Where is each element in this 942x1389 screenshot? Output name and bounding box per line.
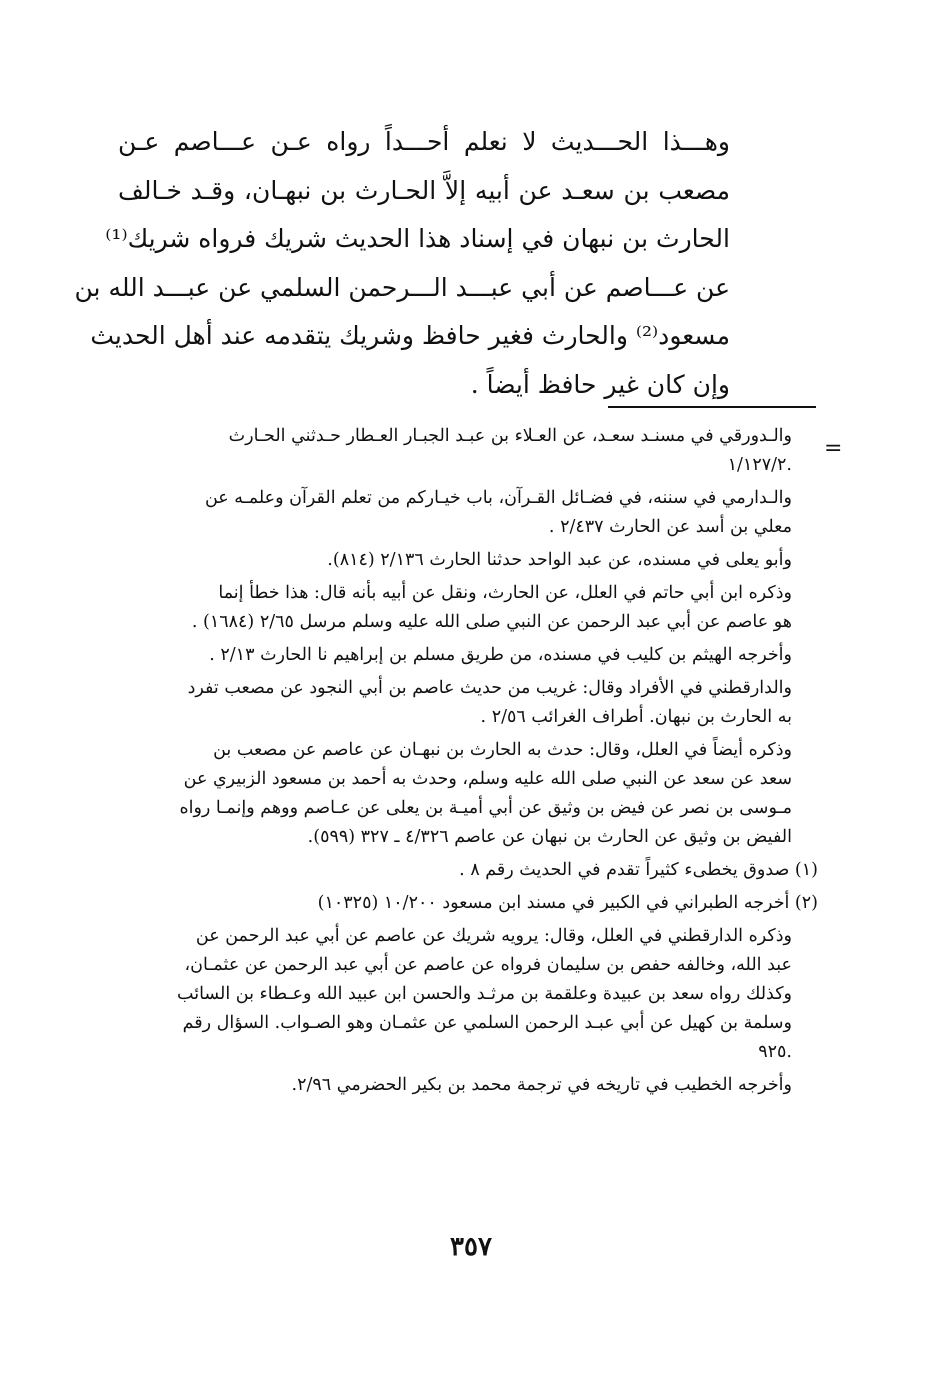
footnote-paragraph <box>118 674 818 732</box>
footnotes <box>118 422 818 1104</box>
footnote-line: به الحارث بن نبهان. أطراف الغرائب ٢/٥٦ . <box>480 707 792 727</box>
footnote-line: والدارقطني في الأفراد وقال: غريب من حديث عاصم بن أبي النجود عن مصعب تفرد <box>187 678 792 698</box>
main-line: وإن كان غير حافظ أيضاً . <box>470 369 730 399</box>
footnote-line: هو عاصم عن أبي عبد الرحمن عن النبي صلى الله عليه وسلم مرسل ٢/٦٥ (١٦٨٤) . <box>191 612 792 632</box>
footnote-line: (٢) أخرجه الطبراني في الكبير في مسند ابن مسعود ١٠/٢٠٠ (١٠٣٢٥) <box>317 893 818 913</box>
footnote-line: وأخرجه الهيثم بن كليب في مسنده، من طريق مسلم بن إبراهيم نا الحارث ٢/١٣ . <box>209 645 792 665</box>
footnote-line: وذكره أيضاً في العلل، وقال: حدث به الحارث بن نبهـان عن عاصم عن مصعب بن <box>213 740 792 760</box>
footnote-paragraph <box>118 484 818 542</box>
main-paragraph <box>74 118 730 409</box>
footnote-line: وسلمة بن كهيل عن أبي عبـد الرحمن السلمي عن عثمـان وهو الصـواب. السؤال رقم <box>182 1013 792 1033</box>
footnote-paragraph <box>118 579 818 637</box>
footnote-2 <box>118 889 818 918</box>
footnote-line: الفيض بن وثيق عن الحارث بن نبهان عن عاصم ٤/٣٢٦ ـ ٣٢٧ (٥٩٩). <box>307 827 792 847</box>
footnote-line: .١/١٢٧/٢ <box>727 455 792 475</box>
footnote-1 <box>118 856 818 885</box>
footnote-separator <box>608 406 816 408</box>
main-line: وهـــذا الحـــديث لا نعلم أحـــداً رواه عـن عـــاصم عـن <box>118 127 730 156</box>
main-line: مسعود⁽²⁾ والحارث فغير حافظ وشريك يتقدمه عند أهل الحديث <box>90 321 730 350</box>
footnote-line: وذكره الدارقطني في العلل، وقال: يرويه شريك عن عاصم عن أبي عبد الرحمن عن <box>195 926 792 946</box>
footnote-paragraph <box>118 546 818 575</box>
footnote-line: وكذلك رواه سعد بن عبيدة وعلقمة بن مرثـد والحسن ابن عبيد الله وعـطاء بن السائب <box>177 984 792 1004</box>
footnote-line: عبد الله، وخالفه حفص بن سليمان فرواه عن عاصم عن أبي عبد الرحمن عن عثمـان، <box>184 955 792 975</box>
footnote-paragraph <box>118 922 818 1067</box>
footnote-paragraph <box>118 1071 818 1100</box>
footnote-line: .٩٢٥ <box>758 1042 792 1062</box>
continuation-mark: = <box>824 436 843 461</box>
footnote-line: مـوسى بن نصر عن فيض بن وثيق عن أبي أميـة بن يعلى عن عـاصم ووهم وإنمـا رواه <box>179 798 792 818</box>
main-line: الحارث بن نبهان في إسناد هذا الحديث شريك فرواه شريك⁽¹⁾ <box>105 224 730 253</box>
footnote-line: والـدارمي في سننه، في فضـائل القـرآن، باب خيـاركم من تعلم القرآن وعلمـه عن <box>204 488 792 508</box>
footnote-paragraph <box>118 422 818 480</box>
footnote-line: معلي بن أسد عن الحارث ٢/٤٣٧ . <box>548 517 792 537</box>
footnote-line: (١) صدوق يخطىء كثيراً تقدم في الحديث رقم ٨ . <box>459 860 818 880</box>
footnote-line: والـدورقي في مسنـد سعـد، عن العـلاء بن عبـد الجبـار العـطار حـدثني الحـارث <box>228 426 792 446</box>
footnote-line: وذكره ابن أبي حاتم في العلل، عن الحارث، ونقل عن أبيه بأنه قال: هذا خطأ إنما <box>218 583 792 603</box>
footnote-line: سعد عن سعد عن النبي صلى الله عليه وسلم، وحدث به أحمد بن مسعود الزبيري عن <box>183 769 792 789</box>
main-text <box>74 118 730 409</box>
footnote-line: وأخرجه الخطيب في تاريخه في ترجمة محمد بن بكير الحضرمي ٢/٩٦. <box>291 1075 792 1095</box>
footnote-paragraph <box>118 641 818 670</box>
main-line: مصعب بن سعـد عن أبيه إلاَّ الحـارث بن نبهـان، وقـد خـالف <box>118 175 730 205</box>
footnote-line: وأبو يعلى في مسنده، عن عبد الواحد حدثنا الحارث ٢/١٣٦ (٨١٤). <box>327 550 792 570</box>
main-line: عن عـــاصم عن أبي عبـــد الـــرحمن السلمي عن عبـــد الله بن <box>74 272 730 302</box>
footnote-paragraph <box>118 736 818 852</box>
page-number: ٣٥٧ <box>450 1232 492 1262</box>
